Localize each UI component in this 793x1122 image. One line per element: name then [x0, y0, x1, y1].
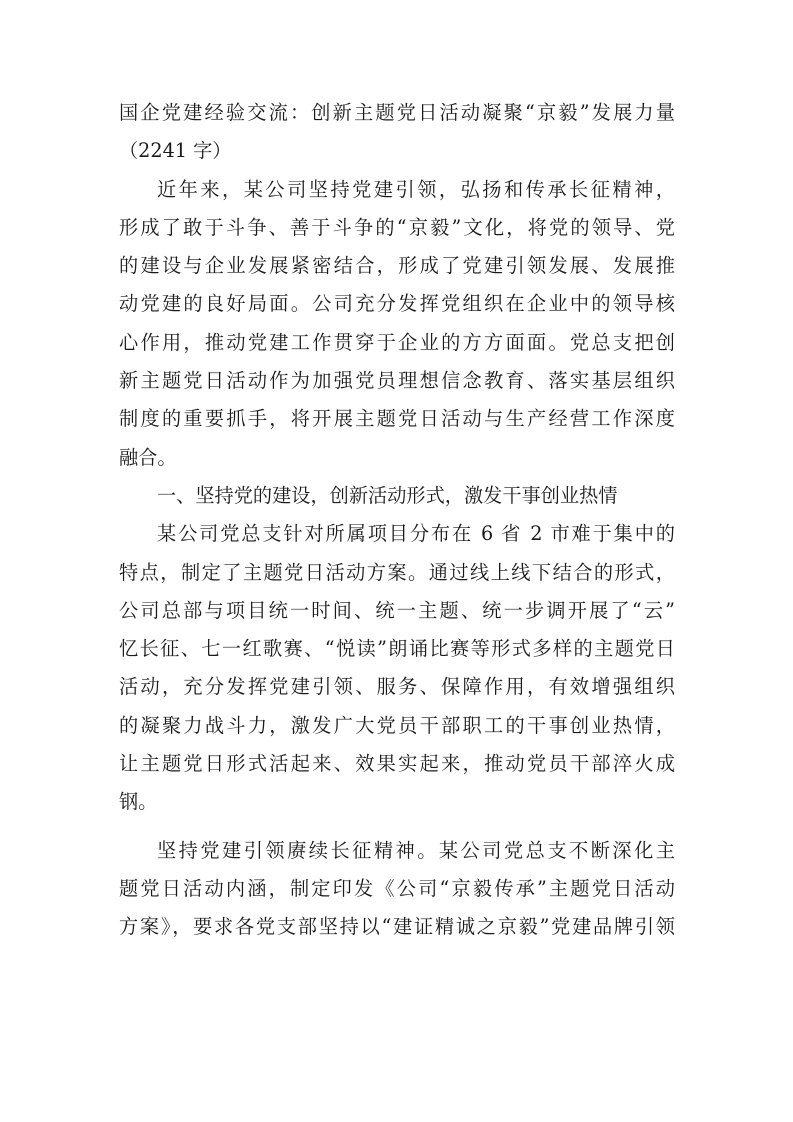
paragraph-2-line-1: 某公司党总支针对所属项目分布在 6 省 2 市难于集中的: [157, 522, 675, 546]
paragraph-2-line-4: 忆长征、七一红歌赛、“悦读”朗诵比赛等形式多样的主题党日: [119, 637, 675, 661]
paragraph-2-line-8: 钢。: [119, 790, 158, 814]
paragraph-1-line-7: 制度的重要抓手，将开展主题党日活动与生产经营工作深度: [119, 407, 675, 431]
paragraph-1-line-5: 心作用，推动党建工作贯穿于企业的方方面面。党总支把创: [119, 330, 675, 354]
paragraph-1-line-3: 的建设与企业发展紧密结合，形成了党建引领发展、发展推: [119, 254, 675, 278]
paragraph-1-line-4: 动党建的良好局面。公司充分发挥党组织在企业中的领导核: [119, 292, 675, 316]
paragraph-2-line-6: 的凝聚力战斗力，激发广大党员干部职工的干事创业热情，: [119, 713, 675, 737]
paragraph-1-line-8: 融合。: [119, 445, 177, 469]
document-body: [119, 94, 675, 947]
paragraph-1-line-2: 形成了敢于斗争、善于斗争的“京毅”文化，将党的领导、党: [119, 215, 675, 239]
paragraph-3-line-3: 方案》，要求各党支部坚持以“建证精诚之京毅”党建品牌引领: [119, 915, 675, 939]
paragraph-3-line-2: 题党日活动内涵，制定印发《公司“京毅传承”主题党日活动: [119, 876, 675, 900]
paragraph-1-line-6: 新主题党日活动作为加强党员理想信念教育、落实基层组织: [119, 369, 675, 393]
paragraph-spacer: [119, 822, 675, 832]
paragraph-2-line-5: 活动，充分发挥党建引领、服务、保障作用，有效增强组织: [119, 675, 675, 699]
paragraph-3-line-1: 坚持党建引领赓续长征精神。某公司党总支不断深化主: [157, 838, 675, 862]
paragraph-1-line-1: 近年来，某公司坚持党建引领，弘扬和传承长征精神，: [157, 177, 675, 201]
section-heading-1: 一、坚持党的建设，创新活动形式，激发干事创业热情: [157, 483, 618, 507]
document-title-line-1: 国企党建经验交流：创新主题党日活动凝聚“京毅”发展力量: [119, 101, 675, 124]
paragraph-2-line-2: 特点，制定了主题党日活动方案。通过线上线下结合的形式，: [119, 560, 675, 584]
paragraph-2-line-3: 公司总部与项目统一时间、统一主题、统一步调开展了“云”: [119, 598, 675, 622]
document-title-line-2: （2241 字）: [119, 139, 232, 163]
paragraph-2-line-7: 让主题党日形式活起来、效果实起来，推动党员干部淬火成: [119, 752, 675, 776]
